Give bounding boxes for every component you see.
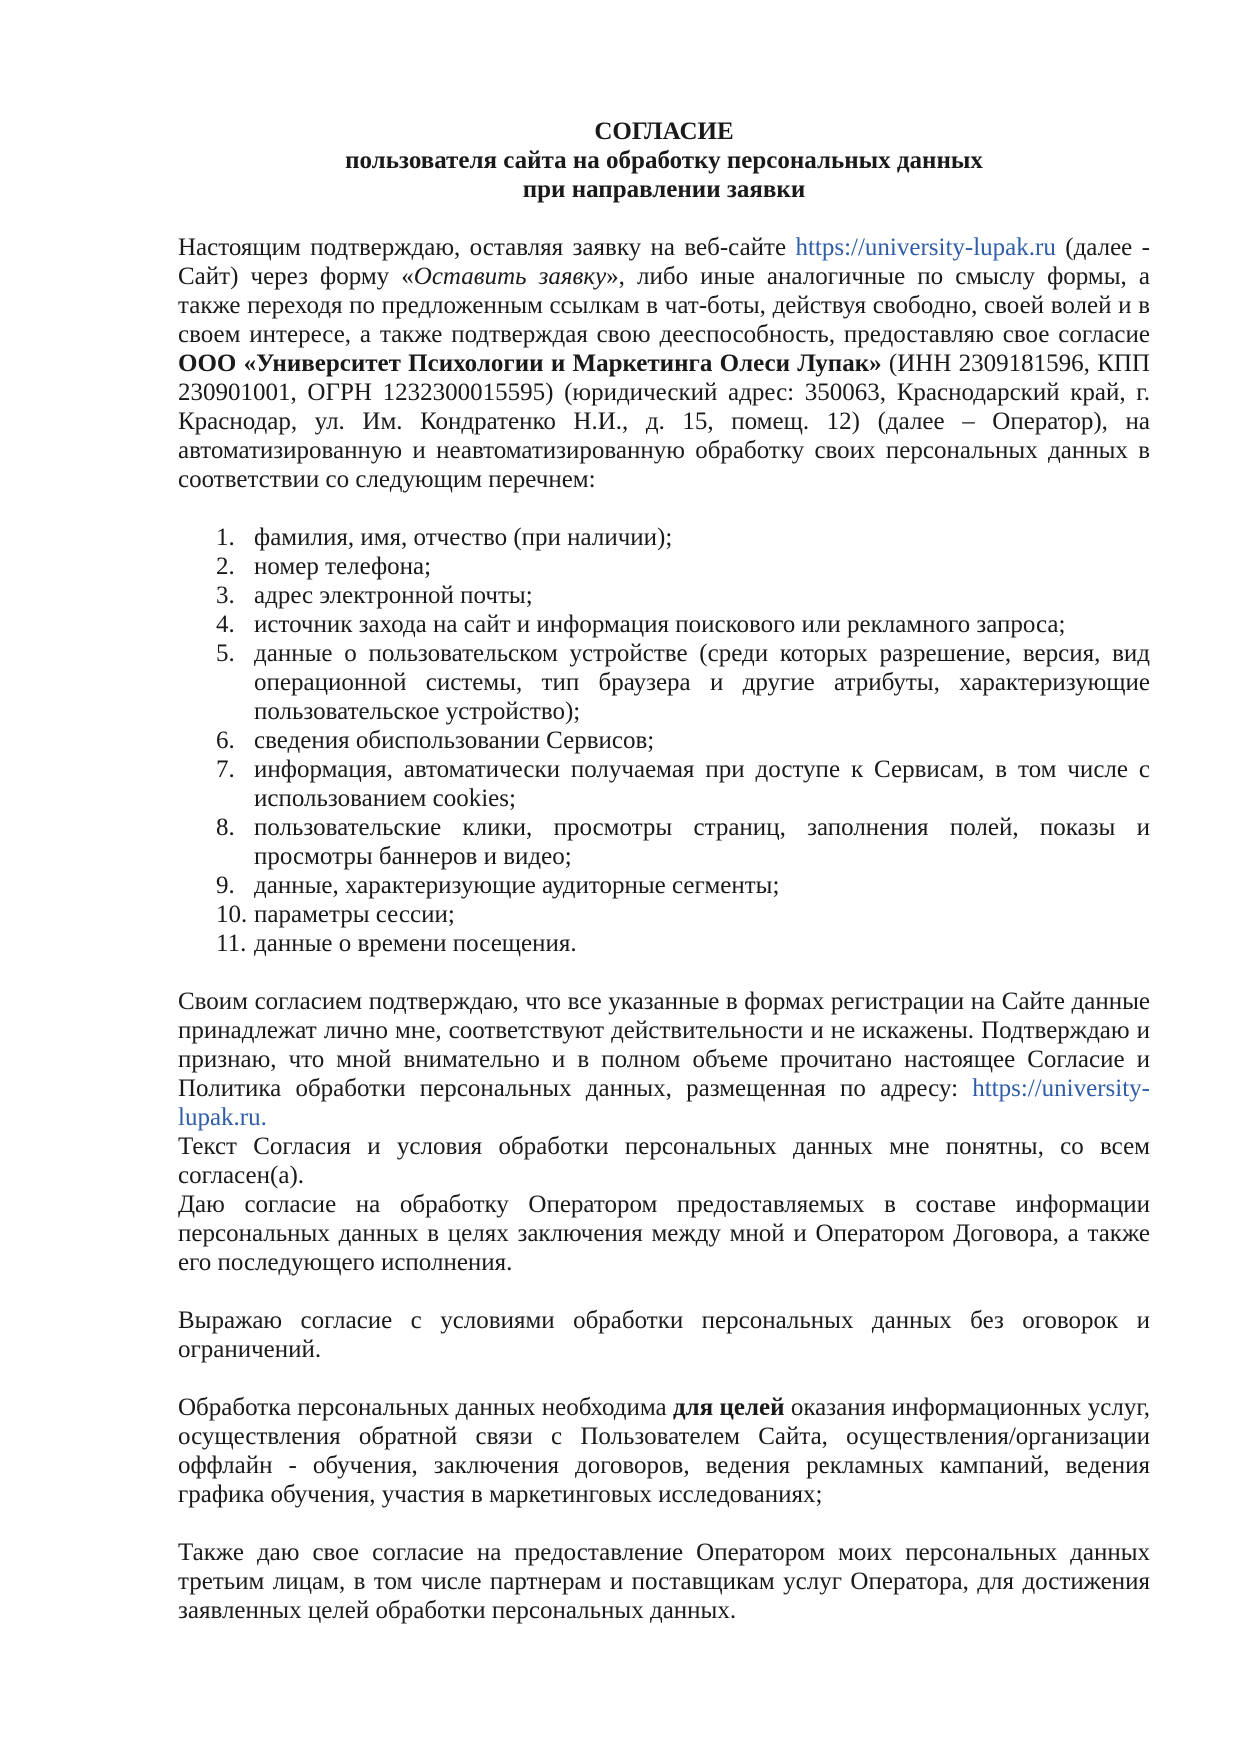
list-item-number: 11. xyxy=(216,930,247,957)
confirm-paragraph xyxy=(178,987,1150,1132)
list-item-text: сведения обиспользовании Сервисов; xyxy=(254,727,655,754)
list-item-number: 7. xyxy=(216,756,235,783)
spacer xyxy=(178,958,1150,987)
purposes-text-1: Обработка персональных данных необходима xyxy=(178,1394,673,1421)
list-item-number: 1. xyxy=(216,524,235,551)
list-item-text: номер телефона; xyxy=(254,553,432,580)
list-item-number: 2. xyxy=(216,553,235,580)
unconditional-paragraph: Выражаю согласие с условиями обработки персональных данных без оговорок и ограничений. xyxy=(178,1307,1150,1363)
intro-text-4: (ИНН 2309181596, КПП 230901001, ОГРН 1232300015595) (юридический адрес: 350063, Краснодарский край, г. Краснодар, ул. Им. Кондратенко Н.И., д. 15, помещ. 12) (далее – Оператор), на автоматизированную и неавтоматизированную обработку своих персональных данных в соответствии со следующим перечнем: xyxy=(178,350,1150,493)
spacer xyxy=(178,1509,1150,1538)
contract-paragraph: Даю согласие на обработку Оператором предоставляемых в составе информации персональных данных в целях заключения между мной и Оператором Договора, а также его последующего исполнения. xyxy=(178,1191,1150,1276)
list-item-number: 9. xyxy=(216,872,235,899)
site-link[interactable]: https://university-lupak.ru xyxy=(795,234,1056,261)
purposes-paragraph xyxy=(178,1393,1150,1509)
list-item xyxy=(178,755,1150,813)
list-item-text: фамилия, имя, отчество (при наличии); xyxy=(254,524,673,551)
list-item xyxy=(178,813,1150,871)
company-name: ООО «Университет Психологии и Маркетинга Олеси Лупак» xyxy=(178,350,882,377)
document-subtitle-line2: при направлении заявки xyxy=(522,176,806,203)
list-item-number: 4. xyxy=(216,611,235,638)
confirm-text: Своим согласием подтверждаю, что все указанные в формах регистрации на Сайте данные принадлежат лично мне, соответствуют действительности и не искажены. Подтверждаю и признаю, что мной внимательно и в полном объеме прочитано настоящее Согласие и Политика обработки персональных данных, размещенная по адресу: xyxy=(178,988,1150,1102)
list-item-text: источник захода на сайт и информация поискового или рекламного запроса; xyxy=(254,611,1066,638)
list-item xyxy=(178,929,1150,958)
list-item-number: 5. xyxy=(216,640,235,667)
list-item xyxy=(178,900,1150,929)
list-item-number: 3. xyxy=(216,582,235,609)
list-item-text: информация, автоматически получаемая при доступе к Сервисам, в том числе с использованием cookies; xyxy=(254,756,1150,812)
policy-link[interactable]: https://university-lupak.ru. xyxy=(178,1075,1150,1131)
list-item xyxy=(178,726,1150,755)
list-item xyxy=(178,871,1150,900)
list-item xyxy=(178,552,1150,581)
spacer xyxy=(178,1364,1150,1393)
spacer xyxy=(178,1277,1150,1306)
list-item-text: данные о пользовательском устройстве (среди которых разрешение, версия, вид операционной системы, тип браузера и другие атрибуты, характеризующие пользовательское устройство); xyxy=(254,640,1150,725)
spacer xyxy=(178,494,1150,523)
list-item xyxy=(178,581,1150,610)
list-item xyxy=(178,639,1150,726)
document-title: СОГЛАСИЕ xyxy=(594,118,734,145)
list-item-number: 6. xyxy=(216,727,235,754)
list-item-text: пользовательские клики, просмотры страниц, заполнения полей, показы и просмотры баннеров и видео; xyxy=(254,814,1150,870)
list-item-number: 8. xyxy=(216,814,235,841)
intro-paragraph xyxy=(178,233,1150,494)
intro-text-2: (далее - Сайт) через форму « xyxy=(178,234,1150,290)
third-parties-paragraph: Также даю свое согласие на предоставление Оператором моих персональных данных третьим лицам, в том числе партнерам и поставщикам услуг Оператора, для достижения заявленных целей обработки персональных данных. xyxy=(178,1539,1150,1624)
form-name: Оставить заявку xyxy=(413,263,607,290)
list-item xyxy=(178,610,1150,639)
intro-text-3: », либо иные аналогичные по смыслу формы, а также переходя по предложенным ссылкам в чат-боты, действуя свободно, своей волей и в своем интересе, а также подтверждая свою дееспособность, предоставляю свое согласие xyxy=(178,263,1150,348)
purposes-bold: для целей xyxy=(672,1394,785,1421)
list-item xyxy=(178,523,1150,552)
list-item-text: параметры сессии; xyxy=(254,901,455,928)
purposes-text-2: оказания информационных услуг, осуществления обратной связи с Пользователем Сайта, осуществления/организации оффлайн - обучения, заключения договоров, ведения рекламных кампаний, ведения графика обучения, участия в маркетинговых исследованиях; xyxy=(178,1394,1150,1508)
intro-text-1: Настоящим подтверждаю, оставляя заявку на веб-сайте xyxy=(178,234,796,261)
document-subtitle-line1: пользователя сайта на обработку персональных данных xyxy=(345,147,983,174)
title-block xyxy=(178,117,1150,204)
data-list xyxy=(178,523,1150,958)
list-item-text: данные, характеризующие аудиторные сегменты; xyxy=(254,872,780,899)
understood-paragraph: Текст Согласия и условия обработки персональных данных мне понятны, со всем согласен(а). xyxy=(178,1133,1150,1189)
list-item-text: адрес электронной почты; xyxy=(254,582,533,609)
list-item-text: данные о времени посещения. xyxy=(254,930,577,957)
list-item-number: 10. xyxy=(216,901,248,928)
